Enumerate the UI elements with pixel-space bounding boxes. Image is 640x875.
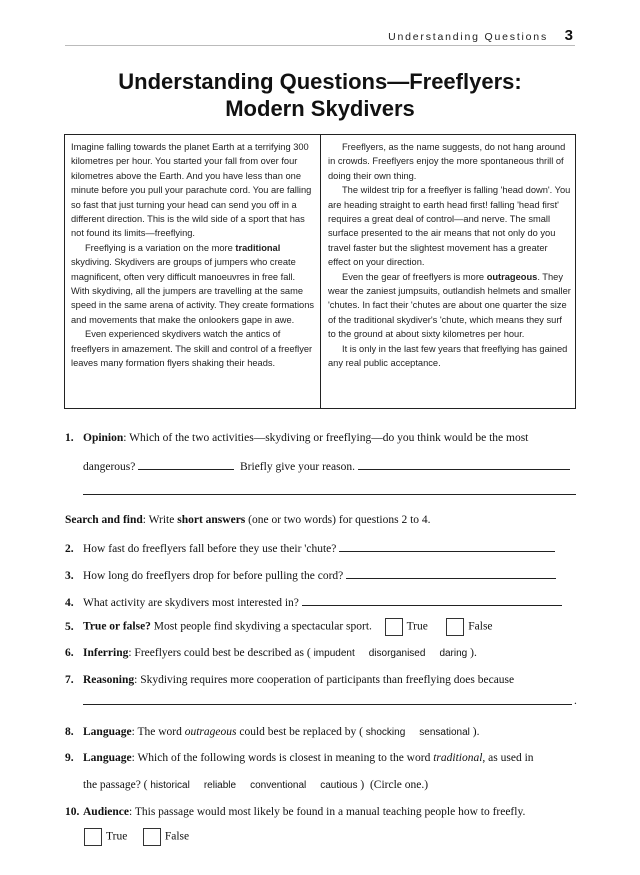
question-1: 1. Opinion: Which of the two activities—skydiving or freeflying—do you think would be the most xyxy=(65,432,529,444)
question-7: 7. Reasoning: Skydiving requires more cooperation of participants than freeflying does because xyxy=(65,674,515,686)
question-4: 4. What activity are skydivers most interested in? xyxy=(65,594,580,610)
question-8: 8. Language: The word outrageous could best be replaced by ( shocking sensational ). xyxy=(65,726,480,738)
option-cautious[interactable]: cautious xyxy=(320,780,358,791)
search-and-find-instruction: Search and find: Write short answers (one or two words) for questions 2 to 4. xyxy=(65,514,431,526)
question-3: 3. How long do freeflyers drop for before pulling the cord? xyxy=(65,567,580,583)
title-line-1: Understanding Questions—Freeflyers: xyxy=(118,69,522,94)
false-checkbox[interactable] xyxy=(446,618,464,636)
page-number: 3 xyxy=(564,27,573,44)
answer-line-reason-2[interactable] xyxy=(83,494,576,495)
option-shocking[interactable]: shocking xyxy=(365,727,406,738)
answer-line-q2[interactable] xyxy=(339,540,555,552)
option-sensational[interactable]: sensational xyxy=(419,727,470,738)
question-2: 2. How fast do freeflyers fall before they use their 'chute? xyxy=(65,540,580,556)
question-6: 6. Inferring: Freeflyers could best be described as ( impudent disorganised daring ). xyxy=(65,647,477,659)
question-9: 9. Language: Which of the following words is closest in meaning to the word traditional, as used in xyxy=(65,752,534,764)
passage-paragraph: Freeflying is a variation on the more traditional skydiving. Skydivers are groups of jumpers who create magnificent, often very difficult manoeuvres in free fall. With skydiving, all the jumpers are travelling at the same speed in the same arena of activity. They create formations and movements that make the onlookers gape in awe. xyxy=(71,242,315,325)
q7-period: . xyxy=(574,695,577,707)
page-title xyxy=(0,68,640,122)
running-header xyxy=(0,0,640,46)
passage-paragraph: Imagine falling towards the planet Earth at a terrifying 300 kilometres per hour. You started your fall from over four kilometres above the Earth. And you have less than one minute before you pull your parachute cord. You are falling so fast that just turning your head can send you off in a different direction. This is the wild side of a sport that has not found its limits—freeflying. xyxy=(71,142,312,239)
passage-right-column xyxy=(328,140,571,371)
passage-paragraph: The wildest trip for a freeflyer is falling 'head down'. You are heading straight to earth head first! falling 'head first' requires a great deal of control—and nerve. The small surface presented to the air means that not only do you travel faster but the slightest movement has a greater effect on your direction. xyxy=(328,185,571,268)
question-9-line-2: the passage? ( historical reliable conventional cautious ) (Circle one.) xyxy=(83,779,429,791)
passage-left-column xyxy=(71,140,315,371)
answer-line-q7[interactable] xyxy=(83,704,572,705)
header-rule xyxy=(65,45,575,46)
question-10: 10. Audience: This passage would most likely be found in a manual teaching people how to freefly. xyxy=(65,806,526,818)
title-line-2: Modern Skydivers xyxy=(225,96,415,121)
question-5: 5. True or false? Most people find skydiving a spectacular sport. True False xyxy=(65,618,580,636)
running-title: Understanding Questions xyxy=(388,31,548,43)
option-daring[interactable]: daring xyxy=(439,648,468,659)
option-reliable[interactable]: reliable xyxy=(203,780,237,791)
column-divider xyxy=(320,135,321,408)
option-historical[interactable]: historical xyxy=(150,780,190,791)
reading-passage-box xyxy=(64,134,576,409)
option-impudent[interactable]: impudent xyxy=(313,648,355,659)
keyword-outrageous: outrageous xyxy=(486,271,538,282)
answer-line-danger[interactable] xyxy=(138,458,234,470)
option-conventional[interactable]: conventional xyxy=(250,780,307,791)
answer-line-reason[interactable] xyxy=(358,458,570,470)
passage-paragraph: Even experienced skydivers watch the antics of freeflyers in amazement. The skill and control of a freeflyer leaves many formation flyers shaking their heads. xyxy=(71,329,313,369)
answer-line-q3[interactable] xyxy=(346,567,556,579)
question-10-choices: True False xyxy=(80,828,595,846)
option-disorganised[interactable]: disorganised xyxy=(368,648,426,659)
passage-paragraph: Freeflyers, as the name suggests, do not hang around in crowds. Freeflyers enjoy the more spontaneous thrill of doing their own thing. xyxy=(328,142,566,181)
true-checkbox[interactable] xyxy=(385,618,403,636)
question-1-line-2: dangerous? Briefly give your reason. xyxy=(83,458,598,474)
false-checkbox[interactable] xyxy=(143,828,161,846)
true-checkbox[interactable] xyxy=(84,828,102,846)
keyword-traditional: traditional xyxy=(235,242,281,253)
answer-line-q4[interactable] xyxy=(302,594,562,606)
passage-paragraph: Even the gear of freeflyers is more outrageous. They wear the zaniest jumpsuits, outlandish helmets and smaller 'chutes. In fact their 'chutes are about one quarter the size of the traditional skydiver's 'chute, which means they surf to the ground at about sixty kilometres per hour. xyxy=(328,271,571,340)
passage-paragraph: It is only in the last few years that freeflying has gained any real public acceptance. xyxy=(328,343,568,369)
